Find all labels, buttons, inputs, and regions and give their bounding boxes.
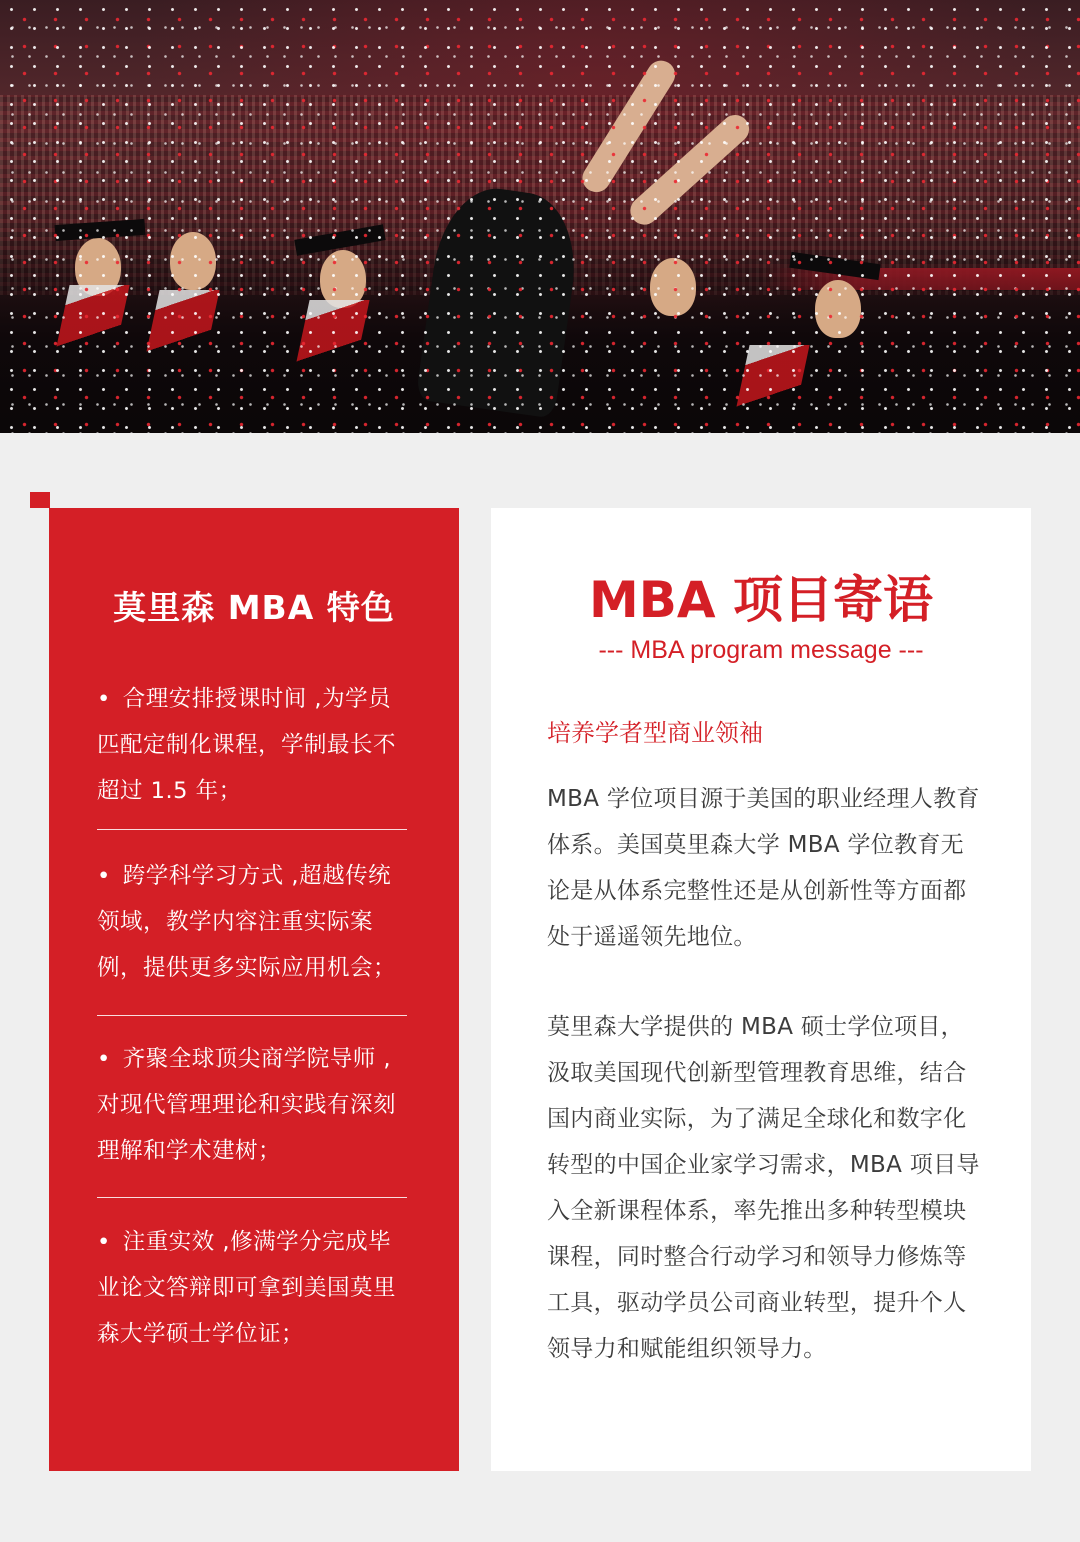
feature-text: 齐聚全球顶尖商学院导师 ,对现代管理理论和实践有深刻理解和学术建树；: [97, 1046, 397, 1164]
bullet-icon: •: [97, 1229, 111, 1255]
message-title: MBA 项目寄语: [589, 571, 933, 629]
hero-graduation-photo: [0, 0, 1080, 433]
message-paragraph: 莫里森大学提供的 MBA 硕士学位项目，汲取美国现代创新型管理教育思维，结合国内商业实际，为了满足全球化和数字化转型的中国企业家学习需求，MBA 项目导入全新课程体系，率先推出多种转型模块课程，同时整合行动学习和领导力修炼等工具，驱动学员公司商业转型，提升个人领导力和赋能组织领导力。: [547, 1014, 980, 1362]
feature-item: [97, 676, 407, 814]
divider: [97, 1197, 407, 1198]
message-paragraph: MBA 学位项目源于美国的职业经理人教育体系。美国莫里森大学 MBA 学位教育无论是从体系完整性还是从创新性等方面都处于遥遥领先地位。: [547, 786, 980, 950]
feature-text: 合理安排授课时间 ,为学员匹配定制化课程，学制最长不超过 1.5 年；: [97, 686, 397, 804]
bullet-icon: •: [97, 863, 111, 889]
feature-item: [97, 1219, 407, 1357]
features-title: 莫里森 MBA 特色: [113, 588, 395, 627]
message-subtitle: --- MBA program message ---: [598, 636, 924, 664]
corner-accent: [30, 492, 50, 508]
feature-item: [97, 853, 407, 991]
feature-text: 注重实效 ,修满学分完成毕业论文答辩即可拿到美国莫里森大学硕士学位证；: [97, 1229, 397, 1347]
bullet-icon: •: [97, 1046, 111, 1072]
message-lead: 培养学者型商业领袖: [547, 719, 763, 747]
divider: [97, 829, 407, 830]
features-panel: [49, 508, 459, 1471]
feature-item: [97, 1036, 407, 1174]
bullet-icon: •: [97, 686, 111, 712]
message-panel: [491, 508, 1031, 1471]
divider: [97, 1015, 407, 1016]
feature-text: 跨学科学习方式 ,超越传统领域，教学内容注重实际案例，提供更多实际应用机会；: [97, 863, 397, 981]
confetti: [0, 0, 1080, 433]
